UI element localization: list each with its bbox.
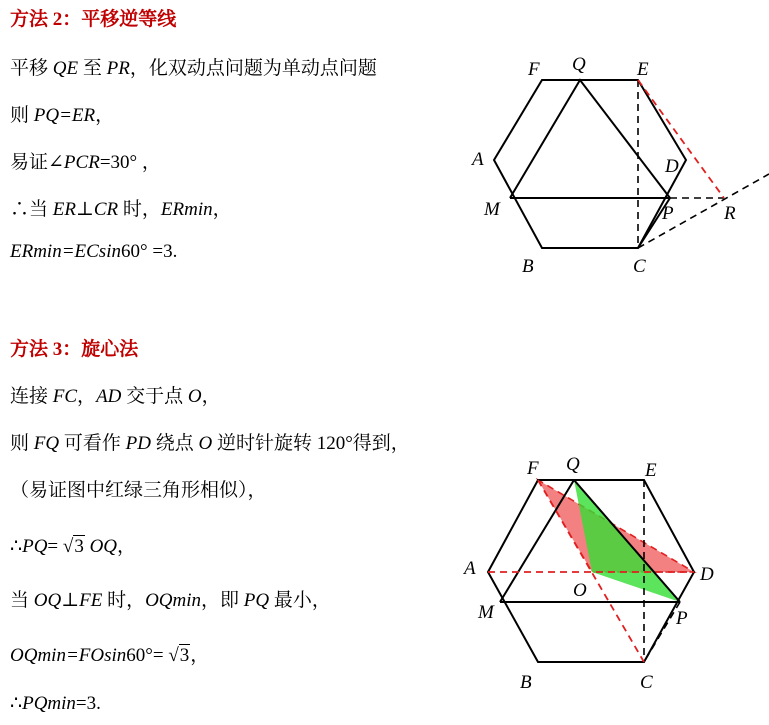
fig2-label-o: O	[573, 580, 587, 601]
fig1-hexagon	[494, 80, 686, 248]
fig1-triangle-mqp	[510, 80, 670, 198]
fig1-label-c: C	[633, 256, 646, 277]
fig2-label-a: A	[464, 558, 476, 579]
fig1-label-e: E	[637, 59, 649, 80]
method3-heading: 方法 3：旋心法	[10, 339, 139, 360]
fig2-label-d: D	[700, 564, 714, 585]
method2-line4: ∴当 ER⊥CR 时，ERmin，	[10, 199, 232, 220]
fig2-label-e: E	[645, 460, 657, 481]
fig2-label-m: M	[478, 602, 494, 623]
fig2-label-f: F	[527, 458, 539, 479]
method2-line2: 则 PQ=ER，	[10, 105, 115, 126]
fig2-label-p: P	[676, 608, 688, 629]
figure1-diagram	[440, 40, 769, 290]
method2-line3: 易证∠PCR=30° ，	[10, 152, 161, 173]
method3-line2: 则 FQ 可看作 PD 绕点 O 逆时针旋转 120°得到，	[10, 433, 410, 454]
fig2-segment-mq	[500, 480, 574, 602]
method3-line6: OQmin=FOsin60°= √3，	[10, 645, 210, 666]
fig1-label-p: P	[662, 203, 674, 224]
method2-line5: ERmin=ECsin60° =3.	[10, 241, 178, 262]
method3-line3: （易证图中红绿三角形相似），	[10, 480, 267, 501]
fig1-label-f: F	[528, 59, 540, 80]
fig2-label-q: Q	[566, 454, 580, 475]
sqrt-symbol: √3	[62, 536, 84, 557]
method3-line1: 连接 FC，AD 交于点 O，	[10, 386, 221, 407]
fig2-label-c: C	[640, 672, 653, 693]
figure2-diagram	[450, 448, 769, 725]
method3-line4: ∴PQ= √3 OQ，	[10, 536, 137, 557]
sqrt-symbol: √3	[168, 645, 190, 666]
fig1-label-m: M	[484, 199, 500, 220]
method2-line1: 平移 QE 至 PR，化双动点问题为单动点问题	[10, 58, 377, 79]
method2-heading: 方法 2：平移逆等线	[10, 9, 177, 30]
fig2-label-b: B	[520, 672, 532, 693]
method3-line5: 当 OQ⊥FE 时，OQmin，即 PQ 最小，	[10, 590, 331, 611]
fig1-label-q: Q	[572, 54, 586, 75]
method3-line7: ∴PQmin=3.	[10, 693, 101, 714]
fig1-label-a: A	[472, 149, 484, 170]
fig1-label-b: B	[522, 256, 534, 277]
fig1-red-dashed-er	[638, 80, 724, 198]
fig1-label-r: R	[724, 203, 736, 224]
fig1-label-d: D	[665, 156, 679, 177]
